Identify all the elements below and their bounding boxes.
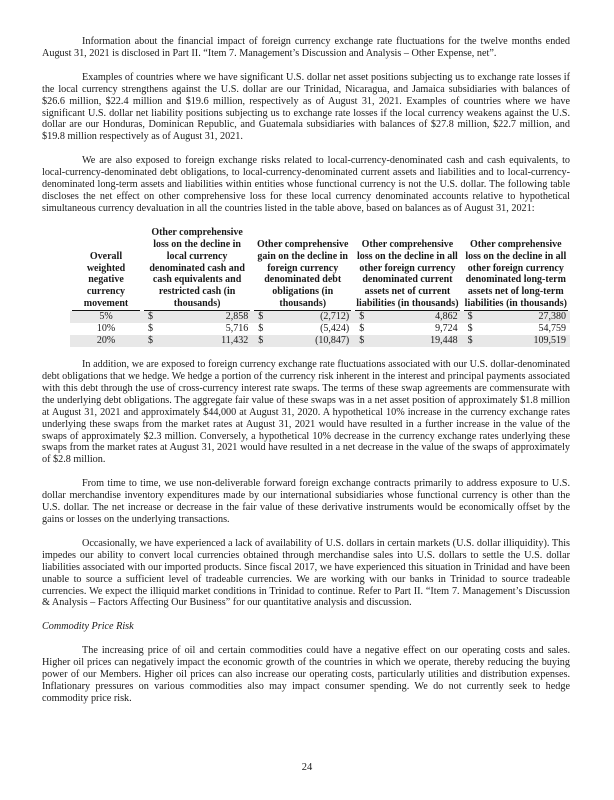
cell-cash: 11,432 <box>159 335 252 347</box>
cell-currency: $ <box>462 311 479 323</box>
header-longterm: Other comprehensive loss on the decline in all other foreign currency denominated long-term assets net of long-term liabilities (in thousands) <box>464 238 567 310</box>
paragraph-commodity-risk: The increasing price of oil and certain commodities could have a negative effect on our operating costs and sales. Higher oil prices can negatively impact the economic growth of the countries in which we operate, thereby reducing the buying power of our Members. Higher oil prices can also increase our operating costs, particularly utilities and distribution expenses. Inflationary pressures on various commodities also may impact consumer spending. We do not currently seek to hedge commodity price risk. <box>42 645 570 704</box>
cell-debt: (5,424) <box>320 323 350 335</box>
cell-current: 4,862 <box>370 311 461 323</box>
cell-longterm: 109,519 <box>479 335 570 347</box>
cell-currency: $ <box>462 335 479 347</box>
document-page <box>42 36 570 705</box>
cell-movement: 5% <box>70 311 142 323</box>
paragraph-dollar-illiquidity: Occasionally, we have experienced a lack of availability of U.S. dollars in certain markets (U.S. dollar illiquidity). This impedes our ability to convert local currencies obtained through merchandise sales into U.S. dollars to settle the U.S. dollar liabilities associated with our imported products. Since fiscal 2017, we have experienced this situation in Trinidad and have been unable to source a sufficient level of tradeable currencies. We are working with our banks in Trinidad to source tradeable currencies. We expect the illiquid market conditions in Trinidad to continue. Refer to Part II. “Item 7. Management’s Discussion & Analysis – Factors Affecting Our Business” for our quantitative analysis and discussion. <box>42 537 570 609</box>
paragraph-swaps: In addition, we are exposed to foreign currency exchange rate fluctuations associated with our U.S. dollar-denominated debt obligations that we hedge. We hedge a portion of the currency risk inherent in the interest and principal payments associated with this debt through the use of cross-currency interest rate swaps. The terms of these swap agreements are commensurate with the underlying debt obligations. The aggregate fair value of these swaps was in a net asset position of approximately $1.8 million at August 31, 2021 and approximately $44,000 at August 31, 2020. A hypothetical 10% increase in the currency exchange rates underlying these swaps from the market rates at August 31, 2021 would have resulted in a further increase in the value of the swaps of approximately $2.3 million. Conversely, a hypothetical 10% decrease in the currency exchange rates underlying these swaps from the market rates at August 31, 2021 would have resulted in a net decrease in the value of the swaps of approximately of $2.8 million. <box>42 359 570 466</box>
cell-currency: $ <box>353 311 370 323</box>
section-heading-commodity-price-risk: Commodity Price Risk <box>42 621 134 633</box>
cell-currency: $ <box>258 323 264 335</box>
paragraph-forward-contracts: From time to time, we use non-deliverable forward foreign exchange contracts primarily to address exposure to U.S. dollar merchandise inventory expenditures made by our international subsidiaries whose functional currency is other than the U.S. dollar. The net increase or decrease in the fair value of these derivative instruments would be economically offset by the gains or losses on the underlying transactions. <box>42 478 570 525</box>
cell-debt: (10,847) <box>269 335 353 347</box>
header-debt: Other comprehensive gain on the decline in foreign currency denominated debt obligations (in thousands) <box>252 227 353 311</box>
cell-movement: 10% <box>96 323 116 335</box>
cell-currency: $ <box>359 323 365 335</box>
cell-cash: 5,716 <box>225 323 249 335</box>
cell-currency: $ <box>252 311 269 323</box>
paragraph-local-currency-risk: We are also exposed to foreign exchange risks related to local-currency-denominated cash and cash equivalents, to local-currency-denominated debt obligations, to local-currency-denominated current assets and liabilities and to local-currency-denominated long-term assets and liabilities within entities whose functional currency is not the U.S. dollar. The following table discloses the net effect on other comprehensive loss for these local currency denominated accounts relative to hypothetical simultaneous currency devaluation in all the countries listed in the table above, based on balances as of August 31, 2021: <box>42 155 570 214</box>
table-row <box>70 335 570 347</box>
table-row <box>70 311 570 323</box>
cell-currency: $ <box>353 335 370 347</box>
cell-cash: 2,858 <box>159 311 252 323</box>
cell-movement: 20% <box>70 335 142 347</box>
cell-longterm: 27,380 <box>479 311 570 323</box>
cell-currency: $ <box>148 323 153 335</box>
cell-current: 9,724 <box>435 323 458 335</box>
cell-currency: $ <box>252 335 269 347</box>
header-movement: Overall weighted negative currency movement <box>70 227 142 311</box>
cell-currency: $ <box>142 311 159 323</box>
cell-longterm: 54,759 <box>538 323 566 335</box>
table-header-row <box>70 227 570 311</box>
cell-current: 19,448 <box>370 335 461 347</box>
page-number: 24 <box>301 762 313 773</box>
cell-currency: $ <box>467 323 473 335</box>
cell-debt: (2,712) <box>269 311 353 323</box>
cell-currency: $ <box>142 335 159 347</box>
header-current: Other comprehensive loss on the decline in all other foreign currency denominated current assets net of current liabilities (in thousands) <box>356 238 459 310</box>
paragraph-fx-impact: Information about the financial impact of foreign currency exchange rate fluctuations for the twelve months ended August 31, 2021 is disclosed in Part II. “Item 7. Management’s Discussion and Analysis – Other Expense, net”. <box>42 36 570 59</box>
table-row <box>70 323 570 335</box>
header-cash: Other comprehensive loss on the decline in local currency denominated cash and cash equivalents and restricted cash (in thousands) <box>142 227 252 311</box>
currency-sensitivity-table <box>70 227 570 347</box>
paragraph-country-exposure: Examples of countries where we have significant U.S. dollar net asset positions subjecting us to exchange rate losses if the local currency strengthens against the U.S. dollar are our Trinidad, Nicaragua, and Jamaica subsidiaries with balances of $26.6 million, $22.4 million and $19.6 million, respectively as of August 31, 2021. Examples of countries where we have significant U.S. dollar net liability positions subjecting us to exchange rate losses if the local currency weakens against the U.S. dollar are our Honduras, Dominican Republic, and Guatemala subsidiaries with balances of $27.8 million, $22.7 million, and $19.8 million respectively as of August 31, 2021. <box>42 71 570 143</box>
